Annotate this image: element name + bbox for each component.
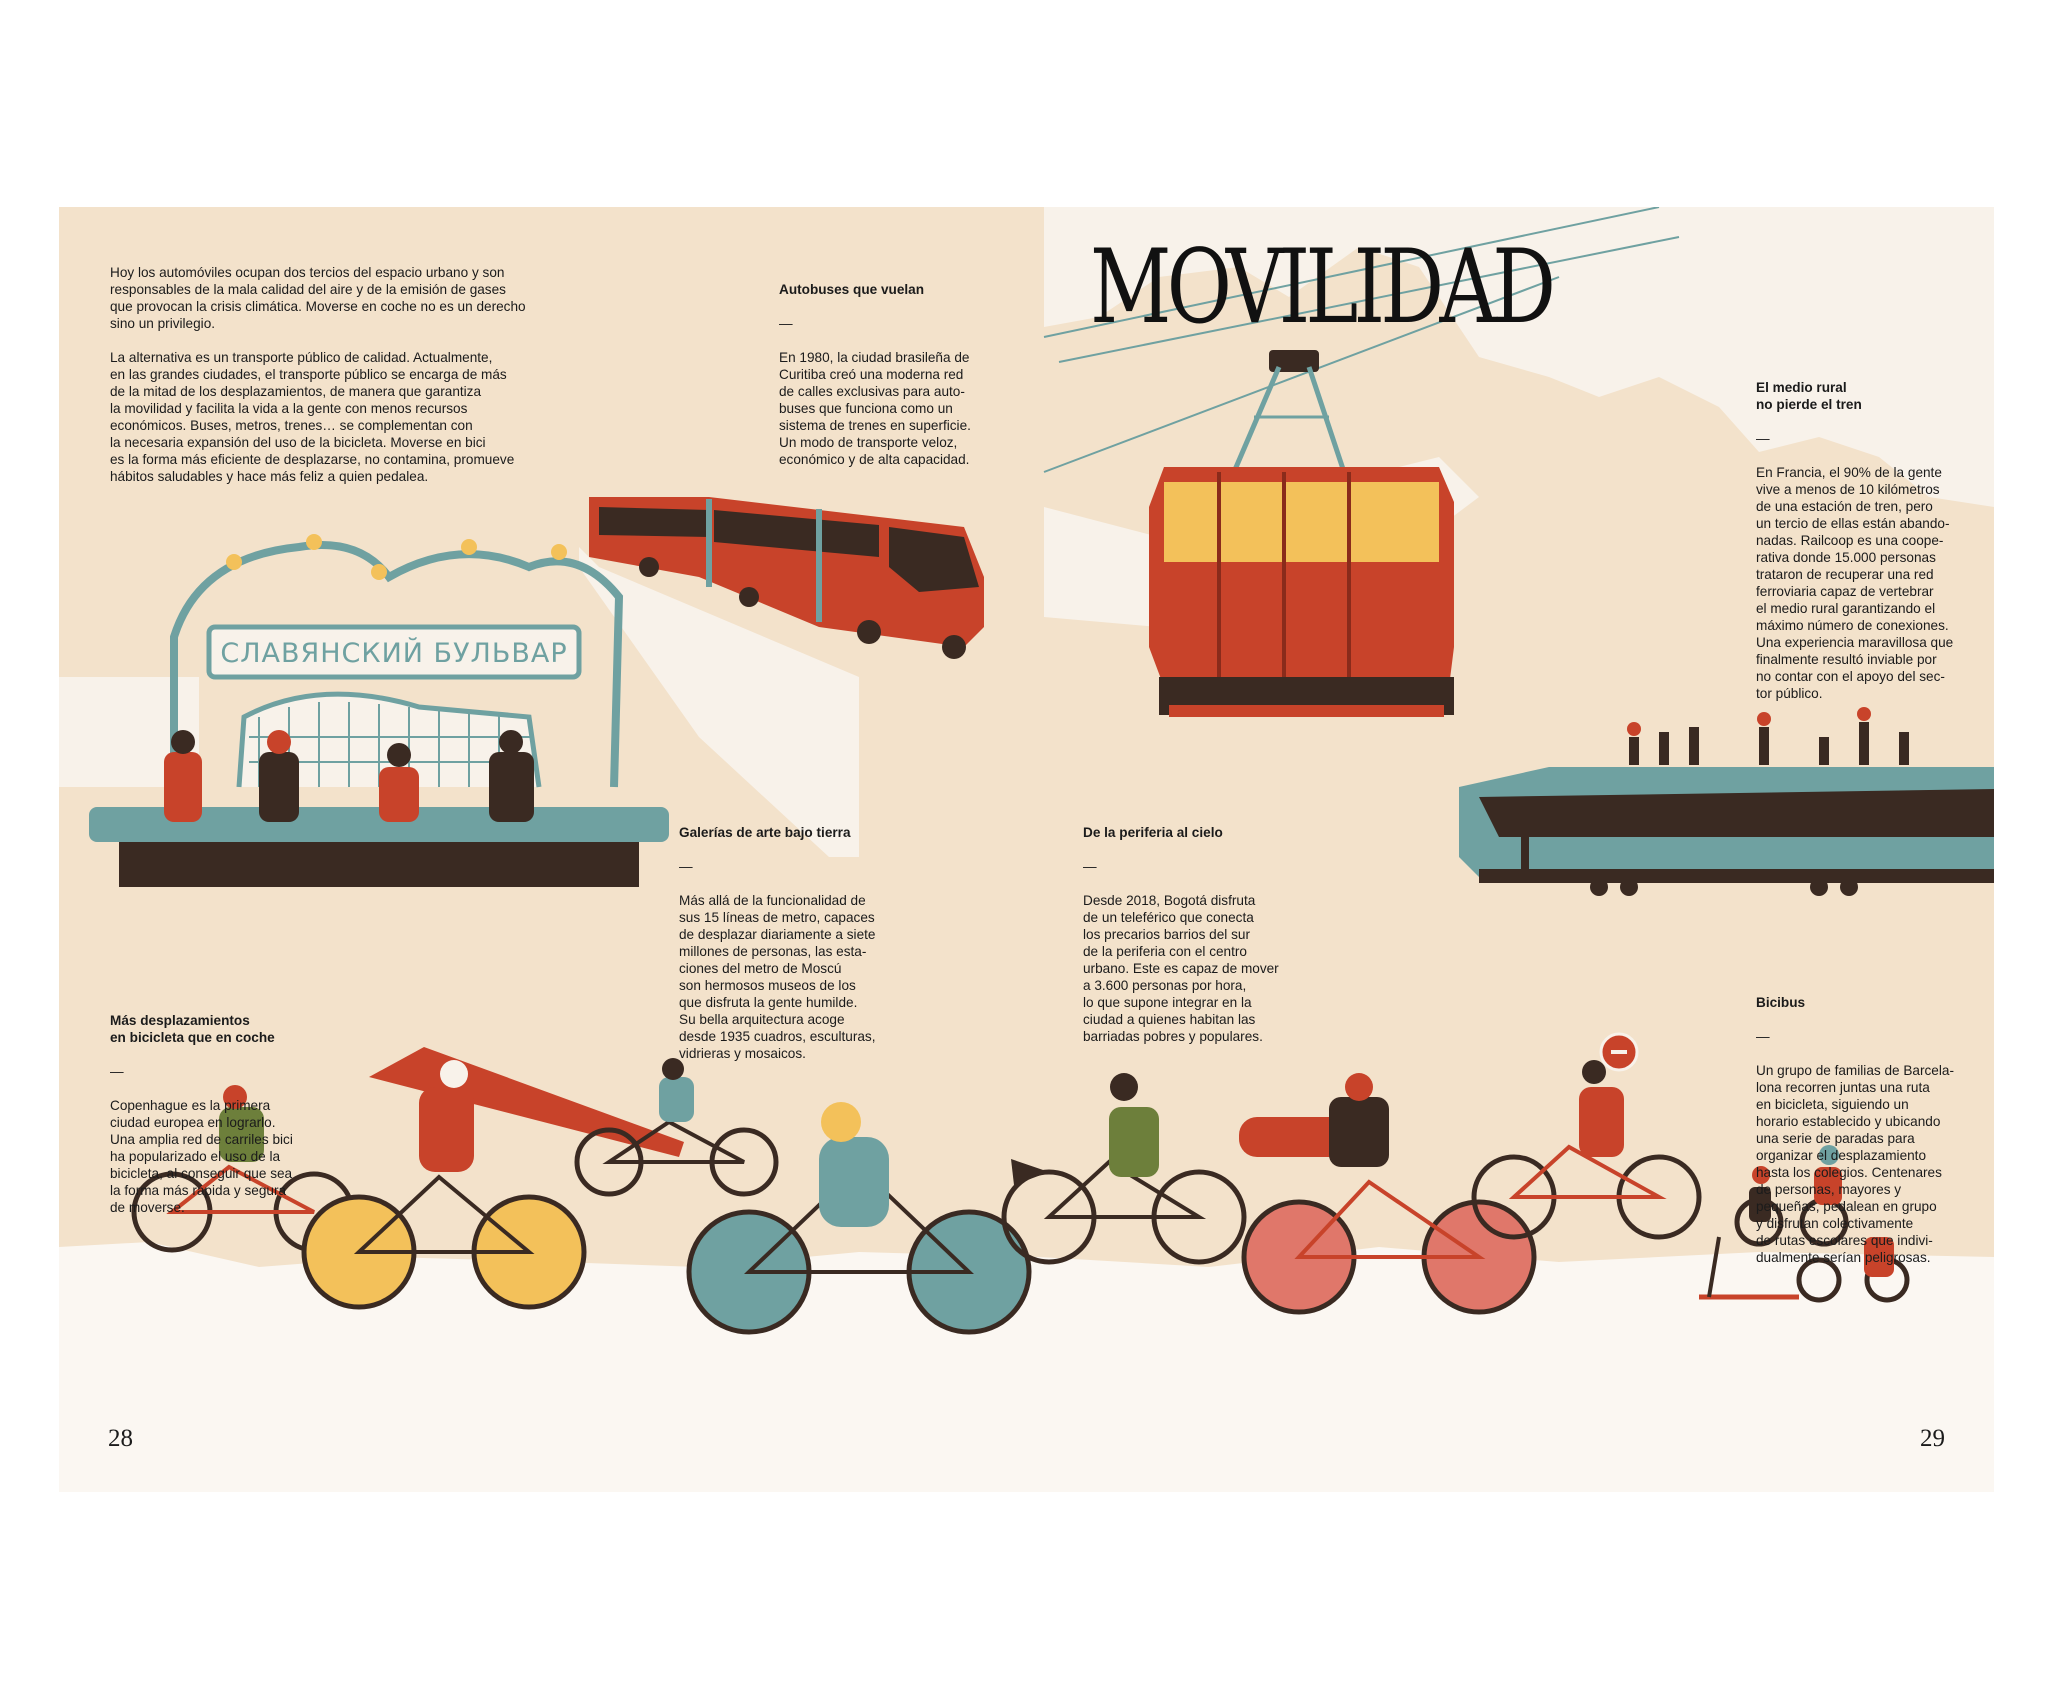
section-bike-dash: —	[110, 1064, 124, 1079]
metro-station-illustration	[59, 534, 669, 887]
section-bike-body: Copenhague es la primera ciudad europea en lograrlo. Una amplia red de carriles bici ha popularizado el uso de la bicicleta, al conseguir que sea la forma más rápida y segura de moverse.	[110, 1098, 293, 1215]
section-bicibus	[1756, 977, 1976, 1266]
section-cable	[1083, 807, 1303, 1045]
page-number-right: 29	[1920, 1425, 1945, 1452]
section-rural	[1756, 362, 1976, 702]
section-cable-dash: —	[1083, 859, 1097, 874]
section-rural-dash: —	[1756, 431, 1770, 446]
intro-paragraph-1: Hoy los automóviles ocupan dos tercios del espacio urbano y son responsables de la mala calidad del aire y de la emisión de gases que provocan la crisis climática. Moverse en coche no es un derecho sino un privilegio.	[110, 265, 526, 331]
section-bus-body: En 1980, la ciudad brasileña de Curitiba creó una moderna red de calles exclusivas para auto- buses que funciona como un sistema de trenes en superficie. Un modo de transporte veloz, económico y de alta capacidad.	[779, 350, 971, 467]
section-rural-body: En Francia, el 90% de la gente vive a menos de 10 kilómetros de una estación de tren, pero un tercio de ellas están abando- nadas. Railcoop es una coope- rativa donde 15.000 personas trataron de recuperar una red ferroviaria capaz de vertebrar el medio rural garantizando el máximo número de conexiones. Una experiencia maravillosa que finalmente resultó inviable por no contar con el apoyo del sec- tor público.	[1756, 465, 1954, 701]
section-bicibus-heading: Bicibus	[1756, 995, 1806, 1010]
page-title: MOVILIDAD	[1090, 228, 1552, 347]
section-bus-dash: —	[779, 316, 793, 331]
section-rural-heading: El medio rural no pierde el tren	[1756, 380, 1862, 412]
section-cable-body: Desde 2018, Bogotá disfruta de un teleférico que conecta los precarios barrios del sur de la periferia con el centro urbano. Este es capaz de mover a 3.600 personas por hora, lo que supone integrar en la ciudad a quienes habitan las barriadas pobres y populares.	[1083, 893, 1279, 1044]
section-bicibus-body: Un grupo de familias de Barcela- lona recorren juntas una ruta en bicicleta, siguiendo un horario establecido y ubicando una serie de paradas para organizar el desplazamiento hasta los colegios. Centenares de personas, mayores y pequeñas, pedalean en grupo y disfrutan colectivamente de rutas escolares que indivi- dualmente serían peligrosas.	[1756, 1063, 1954, 1265]
section-metro	[679, 807, 899, 1062]
section-bus-heading: Autobuses que vuelan	[779, 282, 925, 297]
magazine-spread	[59, 207, 1994, 1492]
page-number-left: 28	[108, 1425, 133, 1452]
bus-illustration	[579, 497, 984, 857]
section-metro-heading: Galerías de arte bajo tierra	[679, 825, 851, 840]
section-bus	[779, 264, 999, 468]
section-bike	[110, 995, 330, 1216]
intro-paragraph-2: La alternativa es un transporte público de calidad. Actualmente, en las grandes ciudades, el transporte público se encarga de más de la mitad de los desplazamientos, de manera que garantiza la movilidad y facilita la vida a la gente con menos recursos económicos. Buses, metros, trenes… se complementan con la necesaria expansión del uso de la bicicleta. Moverse en bici es la forma más eficiente de desplazarse, no contamina, promueve hábitos saludables y hace más feliz a quien pedalea.	[110, 350, 515, 484]
section-metro-body: Más allá de la funcionalidad de sus 15 líneas de metro, capaces de desplazar diariamente a siete millones de personas, las esta- ciones del metro de Moscú son hermosos museos de los que disfruta la gente humilde. Su bella arquitectura acoge desde 1935 cuadros, esculturas, vidrieras y mosaicos.	[679, 893, 876, 1061]
section-bicibus-dash: —	[1756, 1029, 1770, 1044]
metro-sign-text: СЛАВЯНСКИЙ БУЛЬВАР	[220, 638, 568, 669]
train-illustration	[1459, 707, 1994, 896]
section-metro-dash: —	[679, 859, 693, 874]
section-cable-heading: De la periferia al cielo	[1083, 825, 1223, 840]
section-bike-heading: Más desplazamientos en bicicleta que en coche	[110, 1013, 275, 1045]
